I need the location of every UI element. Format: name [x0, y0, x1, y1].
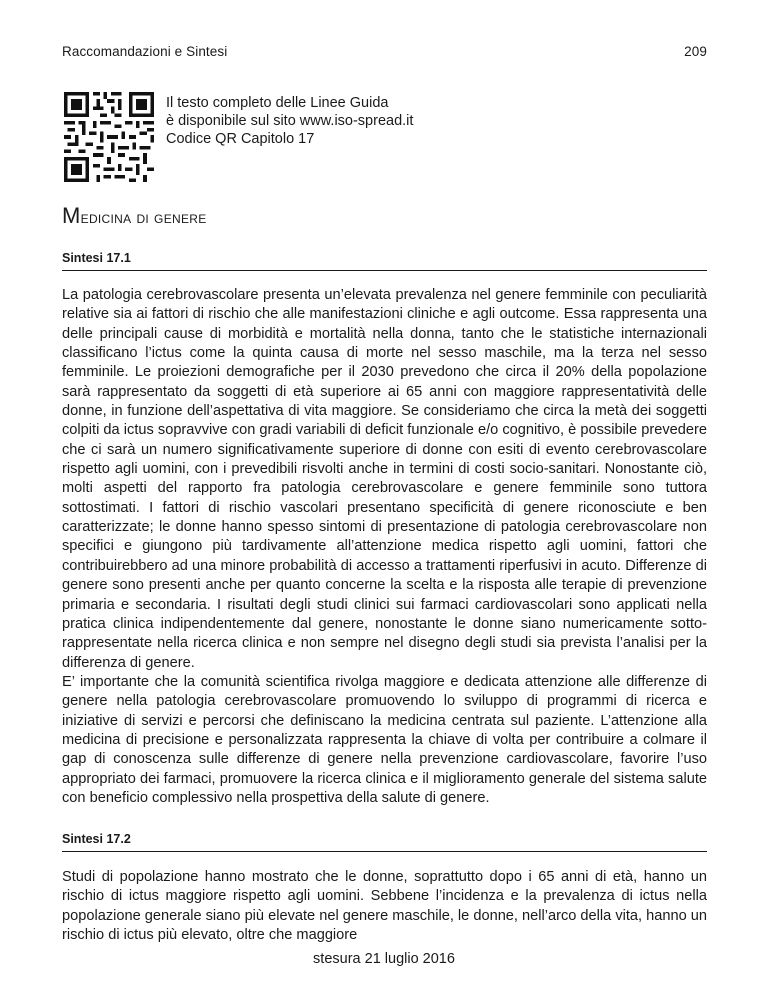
page-number: 209 [684, 44, 707, 59]
qr-info-line: Codice QR Capitolo 17 [166, 131, 315, 147]
chapter-title-rest: edicina di genere [80, 208, 207, 227]
section-body [62, 286, 707, 808]
page-footer: stesura 21 luglio 2016 [313, 951, 455, 967]
chapter-title [62, 203, 207, 229]
chapter-title-initial: M [62, 203, 81, 228]
running-title: Raccomandazioni e Sintesi [62, 44, 228, 59]
paragraph: E’ importante che la comunità scientifica rivolga maggiore e dedicata attenzione alle differenze di genere nella patologia cerebrovascolare promuovendo lo sviluppo di programmi di ricerca e iniziative di servizi e percorsi che definiscano la medicina centrata sul paziente. L’attenzione alla medicina di precisione e personalizzata rappresenta la chiave di volta per contribuire a colmare il gap di conoscenza sulle differenze di genere nella prevenzione cardiovascolare, favorire l’uso appropriato dei farmaci, promuovere la ricerca clinica e il miglioramento generale del sistema salute con beneficio complessivo nella prospettiva della salute di genere. [62, 673, 707, 806]
qr-info [166, 94, 413, 148]
paragraph: La patologia cerebrovascolare presenta un’elevata prevalenza nel genere femminile con peculiarità relative sia ai fattori di rischio che alle manifestazioni cliniche e agli outcome. Essa rappresenta una delle principali cause di morbidità e mortalità nella donna, tanto che le statistiche internazionali classificano l’ictus come la quinta causa di morte nel sesso maschile, ma la terza nel sesso femminile. Le proiezioni demografiche per il 2030 prevedono che circa il 20% della popolazione sarà rappresentato da soggetti di età superiore ai 65 anni con maggiore rappresentatività delle donne, in funzione dell’aspettativa di vita maggiore. Se consideriamo che circa la metà dei soggetti colpiti da ictus sopravvive con gradi variabili di deficit funzionale e/o cognitivo, è possibile prevedere che ci sarà un numero significativamente superiore di donne con esiti di evento cerebrovascolare rispetto agli uomini, con i prevedibili risvolti anche in termini di costi socio-sanitari. Nonostante ciò, molti aspetti del rapporto fra patologia cerebrovascolare e genere femminile sono tuttora sottostimati. I fattori di rischio vascolari presentano specificità di genere riconosciute e ben caratterizzate; le donne hanno spesso sintomi di presentazione di patologia cerebrovascolare non specifici e giungono più tardivamente all’attenzione medica rispetto agli uomini, fattori che contribuirebbero ad una minore probabilità di accesso a trattamenti riperfusivi in acuto. Differenze di genere sono presenti anche per quanto concerne la scelta e la risposta alle terapie di prevenzione primaria e secondaria. I risultati degli studi clinici sui farmaci cardiovascolari sono applicati nella pratica clinica indipendentemente dal genere, nonostante le donne siano numericamente sotto-rappresentate nella ricerca clinica e non sempre nel disegno degli studi sia prevista l’analisi per la differenza di genere. [62, 287, 707, 671]
paragraph: Studi di popolazione hanno mostrato che le donne, soprattutto dopo i 65 anni di età, hanno un rischio di ictus maggiore rispetto agli uomini. Sebbene l’incidenza e la prevalenza di ictus nella popolazione generale siano più elevate nel genere maschile, le donne, nell’arco della vita, hanno un rischio di ictus più elevato, oltre che maggiore [62, 869, 708, 944]
section-heading: Sintesi 17.2 [62, 832, 707, 852]
running-header [62, 44, 707, 64]
qr-code-icon [64, 92, 154, 182]
section-heading: Sintesi 17.1 [62, 251, 707, 271]
qr-info-line: è disponibile sul sito www.iso-spread.it [166, 113, 414, 129]
qr-info-line: Il testo completo delle Linee Guida [166, 95, 389, 111]
section-body [62, 868, 707, 945]
